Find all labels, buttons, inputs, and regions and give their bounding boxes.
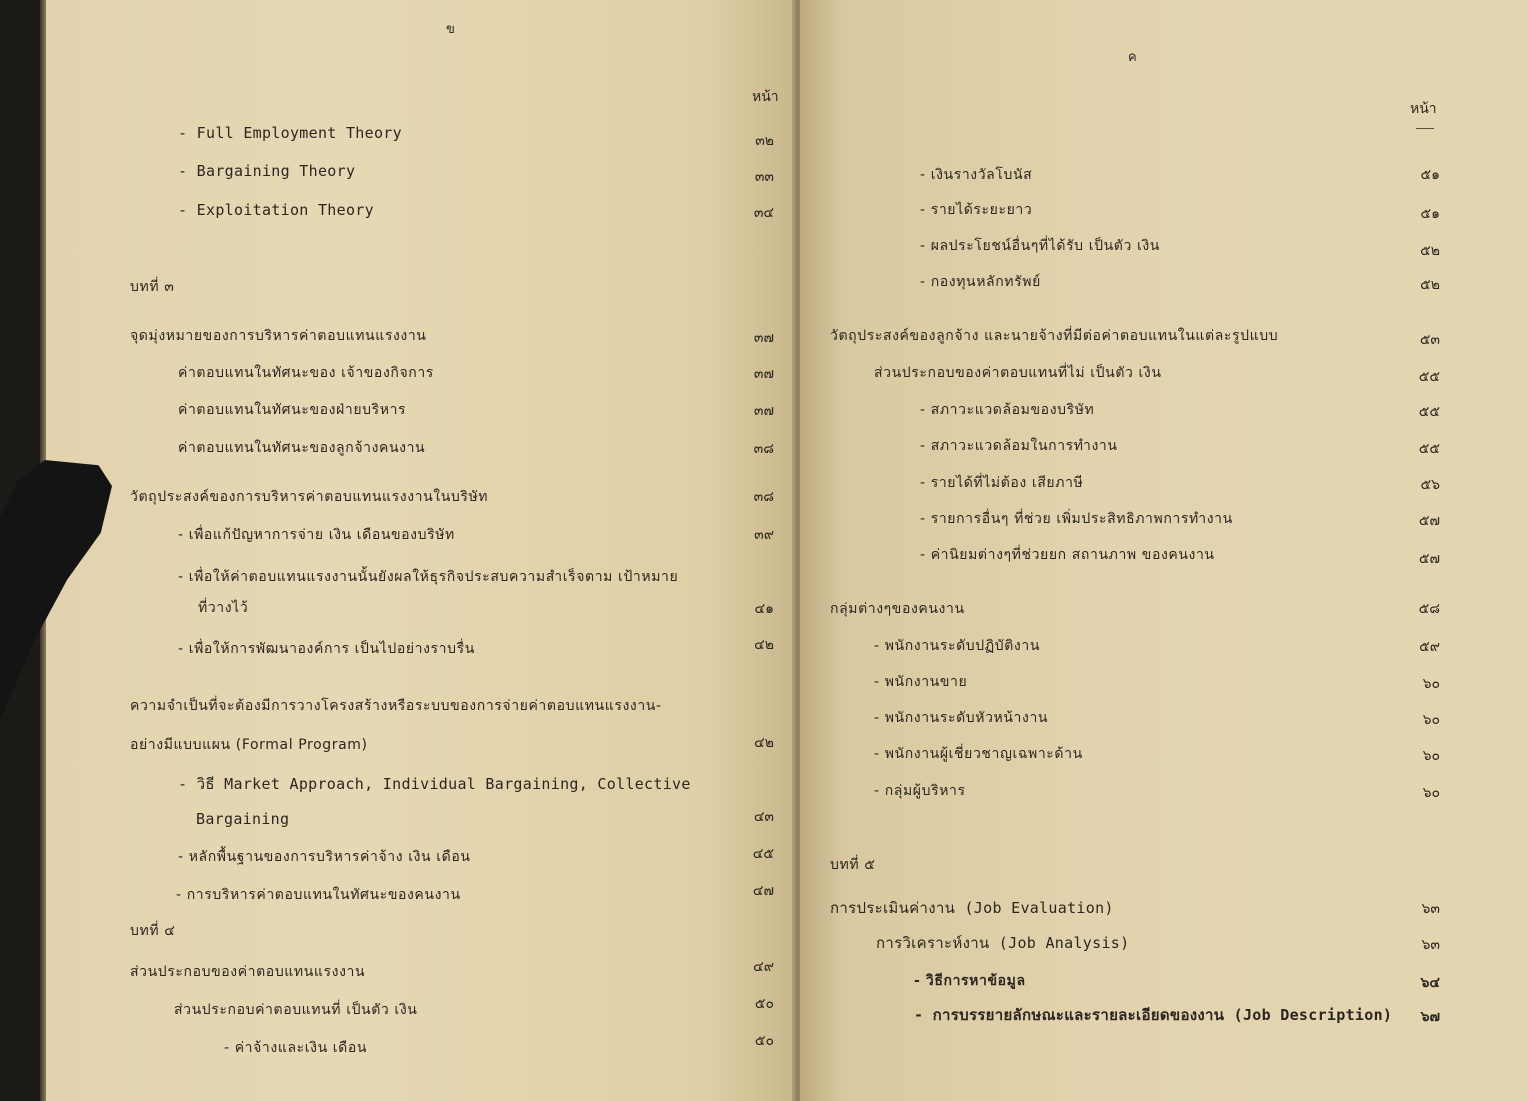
toc-entry: - Exploitation Theory (178, 201, 374, 219)
toc-page-number: ๔๒ (754, 637, 774, 653)
toc-entry: - Full Employment Theory (178, 124, 402, 142)
toc-entry: การประเมินค่างาน (Job Evaluation) (830, 899, 1114, 917)
toc-entry: - พนักงานระดับปฏิบัติงาน (874, 638, 1040, 654)
toc-page-number: ๕๑ (1420, 206, 1440, 222)
toc-page-number: ๕๕ (1418, 441, 1440, 457)
page-column-header: หน้า (752, 89, 779, 105)
toc-entry: วัตถุประสงค์ของลูกจ้าง และนายจ้างที่มีต่อค่าตอบแทนในแต่ละรูปแบบ (830, 328, 1279, 344)
toc-page-number: ๕๐ (754, 996, 774, 1012)
toc-page-number: ๕๒ (1420, 243, 1440, 259)
toc-entry: - เงินรางวัลโบนัส (920, 167, 1033, 183)
toc-page-number: ๕๗ (1418, 513, 1440, 529)
toc-entry: - หลักพื้นฐานของการบริหารค่าจ้าง เงิน เดือน (178, 849, 471, 865)
toc-page-number: ๔๓ (753, 809, 774, 825)
toc-entry: - วิธี Market Approach, Individual Bargaining, Collective (178, 775, 691, 793)
toc-entry: - ค่าจ้างและเงิน เดือน (224, 1040, 368, 1056)
page-column-header: หน้า (1410, 101, 1437, 117)
toc-page-number: ๔๑ (754, 601, 774, 617)
toc-entry: ค่าตอบแทนในทัศนะของลูกจ้างคนงาน (178, 440, 426, 456)
toc-entry: กลุ่มต่างๆของคนงาน (830, 601, 965, 617)
toc-page-number: ๓๗ (753, 366, 774, 382)
toc-page-number: ๖๓ (1421, 901, 1440, 917)
toc-page-number: ๕๒ (1420, 277, 1440, 293)
toc-page-number: ๓๗ (753, 330, 774, 346)
toc-page-number: ๕๖ (1420, 477, 1440, 493)
toc-entry: - การบรรยายลักษณะและรายละเอียดของงาน (Job Description) (914, 1006, 1393, 1024)
toc-page-number: ๔๗ (752, 883, 774, 899)
toc-page-number: ๓๘ (753, 441, 774, 457)
toc-entry: - ผลประโยชน์อื่นๆที่ได้รับ เป็นตัว เงิน (920, 238, 1160, 254)
toc-entry: - Bargaining Theory (178, 162, 356, 180)
toc-page-number: ๓๔ (753, 205, 774, 221)
toc-entry: - การบริหารค่าตอบแทนในทัศนะของคนงาน (176, 887, 461, 903)
toc-entry: ส่วนประกอบของค่าตอบแทนที่ไม่ เป็นตัว เงิน (874, 365, 1162, 381)
toc-page-number: ๖๐ (1422, 676, 1440, 692)
toc-entry: - สภาวะแวดล้อมของบริษัท (920, 402, 1095, 418)
toc-page-number: ๕๕ (1418, 404, 1440, 420)
toc-page-number: ๖๐ (1422, 712, 1440, 728)
toc-entry: - พนักงานผู้เชี่ยวชาญเฉพาะด้าน (874, 746, 1083, 762)
toc-page-number: ๕๓ (1419, 332, 1440, 348)
toc-entry: วัตถุประสงค์ของการบริหารค่าตอบแทนแรงงานในบริษัท (130, 489, 489, 505)
chapter-heading: บทที่ ๓ (130, 279, 175, 295)
toc-page-number: ๖๐ (1422, 748, 1440, 764)
toc-page-number: ๖๐ (1422, 785, 1440, 801)
toc-entry: การวิเคราะห์งาน (Job Analysis) (876, 934, 1130, 952)
toc-entry: Bargaining (196, 810, 290, 828)
toc-page-number: ๕๗ (1418, 551, 1440, 567)
toc-entry: อย่างมีแบบแผน (Formal Program) (130, 737, 368, 753)
chapter-heading: บทที่ ๕ (830, 857, 876, 873)
toc-entry: - กองทุนหลักทรัพย์ (920, 274, 1041, 290)
toc-page-number: ๓๙ (754, 527, 774, 543)
toc-entry: - เพื่อแก้ปัญหาการจ่าย เงิน เดือนของบริษัท (178, 527, 455, 543)
column-header-underline (1416, 128, 1434, 129)
toc-page-number: ๕๐ (754, 1033, 774, 1049)
toc-page-number: ๖๗ (1420, 1009, 1440, 1025)
toc-entry: - สภาวะแวดล้อมในการทำงาน (920, 438, 1118, 454)
toc-entry: - ค่านิยมต่างๆที่ช่วยยก สถานภาพ ของคนงาน (920, 547, 1215, 563)
toc-entry: ความจำเป็นที่จะต้องมีการวางโครงสร้างหรือระบบของการจ่ายค่าตอบแทนแรงงาน- (130, 698, 662, 714)
toc-entry: - พนักงานขาย (874, 674, 968, 690)
toc-entry: ค่าตอบแทนในทัศนะของ เจ้าของกิจการ (178, 365, 434, 381)
toc-page-number: ๓๘ (753, 489, 774, 505)
toc-page-number: ๕๙ (1419, 639, 1440, 655)
toc-entry: ส่วนประกอบค่าตอบแทนที่ เป็นตัว เงิน (174, 1002, 418, 1018)
toc-entry: ที่วางไว้ (198, 600, 249, 616)
toc-entry: จุดมุ่งหมายของการบริหารค่าตอบแทนแรงงาน (130, 328, 427, 344)
toc-entry: - รายได้ที่ไม่ต้อง เสียภาษี (920, 475, 1084, 491)
page-number: ค (1128, 50, 1137, 65)
toc-entry: - เพื่อให้การพัฒนาองค์การ เป็นไปอย่างราบรื่น (178, 641, 475, 657)
toc-page-number: ๓๗ (753, 403, 774, 419)
toc-entry: - กลุ่มผู้บริหาร (874, 783, 966, 799)
toc-entry: ค่าตอบแทนในทัศนะของฝ่ายบริหาร (178, 402, 407, 418)
toc-page-number: ๔๒ (754, 735, 774, 751)
toc-page-number: ๕๘ (1418, 601, 1440, 617)
toc-page-number: ๔๙ (753, 959, 774, 975)
toc-page-number: ๕๑ (1420, 167, 1440, 183)
right-page (800, 0, 1527, 1101)
toc-page-number: ๖๔ (1420, 975, 1440, 991)
toc-entry: - รายการอื่นๆ ที่ช่วย เพิ่มประสิทธิภาพการทำงาน (920, 511, 1233, 527)
toc-page-number: ๔๕ (752, 846, 774, 862)
toc-entry: - วิธีการหาข้อมูล (914, 973, 1026, 989)
left-page (46, 0, 796, 1101)
toc-page-number: ๖๓ (1421, 937, 1440, 953)
toc-page-number: ๓๓ (754, 169, 774, 185)
page-number: ข (446, 22, 455, 37)
toc-page-number: ๕๕ (1418, 369, 1440, 385)
toc-entry: - พนักงานระดับหัวหน้างาน (874, 710, 1049, 726)
toc-entry: ส่วนประกอบของค่าตอบแทนแรงงาน (130, 964, 366, 980)
toc-page-number: ๓๒ (755, 133, 774, 149)
chapter-heading: บทที่ ๔ (130, 923, 176, 939)
toc-entry: - รายได้ระยะยาว (920, 202, 1033, 218)
toc-entry: - เพื่อให้ค่าตอบแทนแรงงานนั้นยังผลให้ธุรกิจประสบความสำเร็จตาม เป้าหมาย (178, 569, 679, 585)
